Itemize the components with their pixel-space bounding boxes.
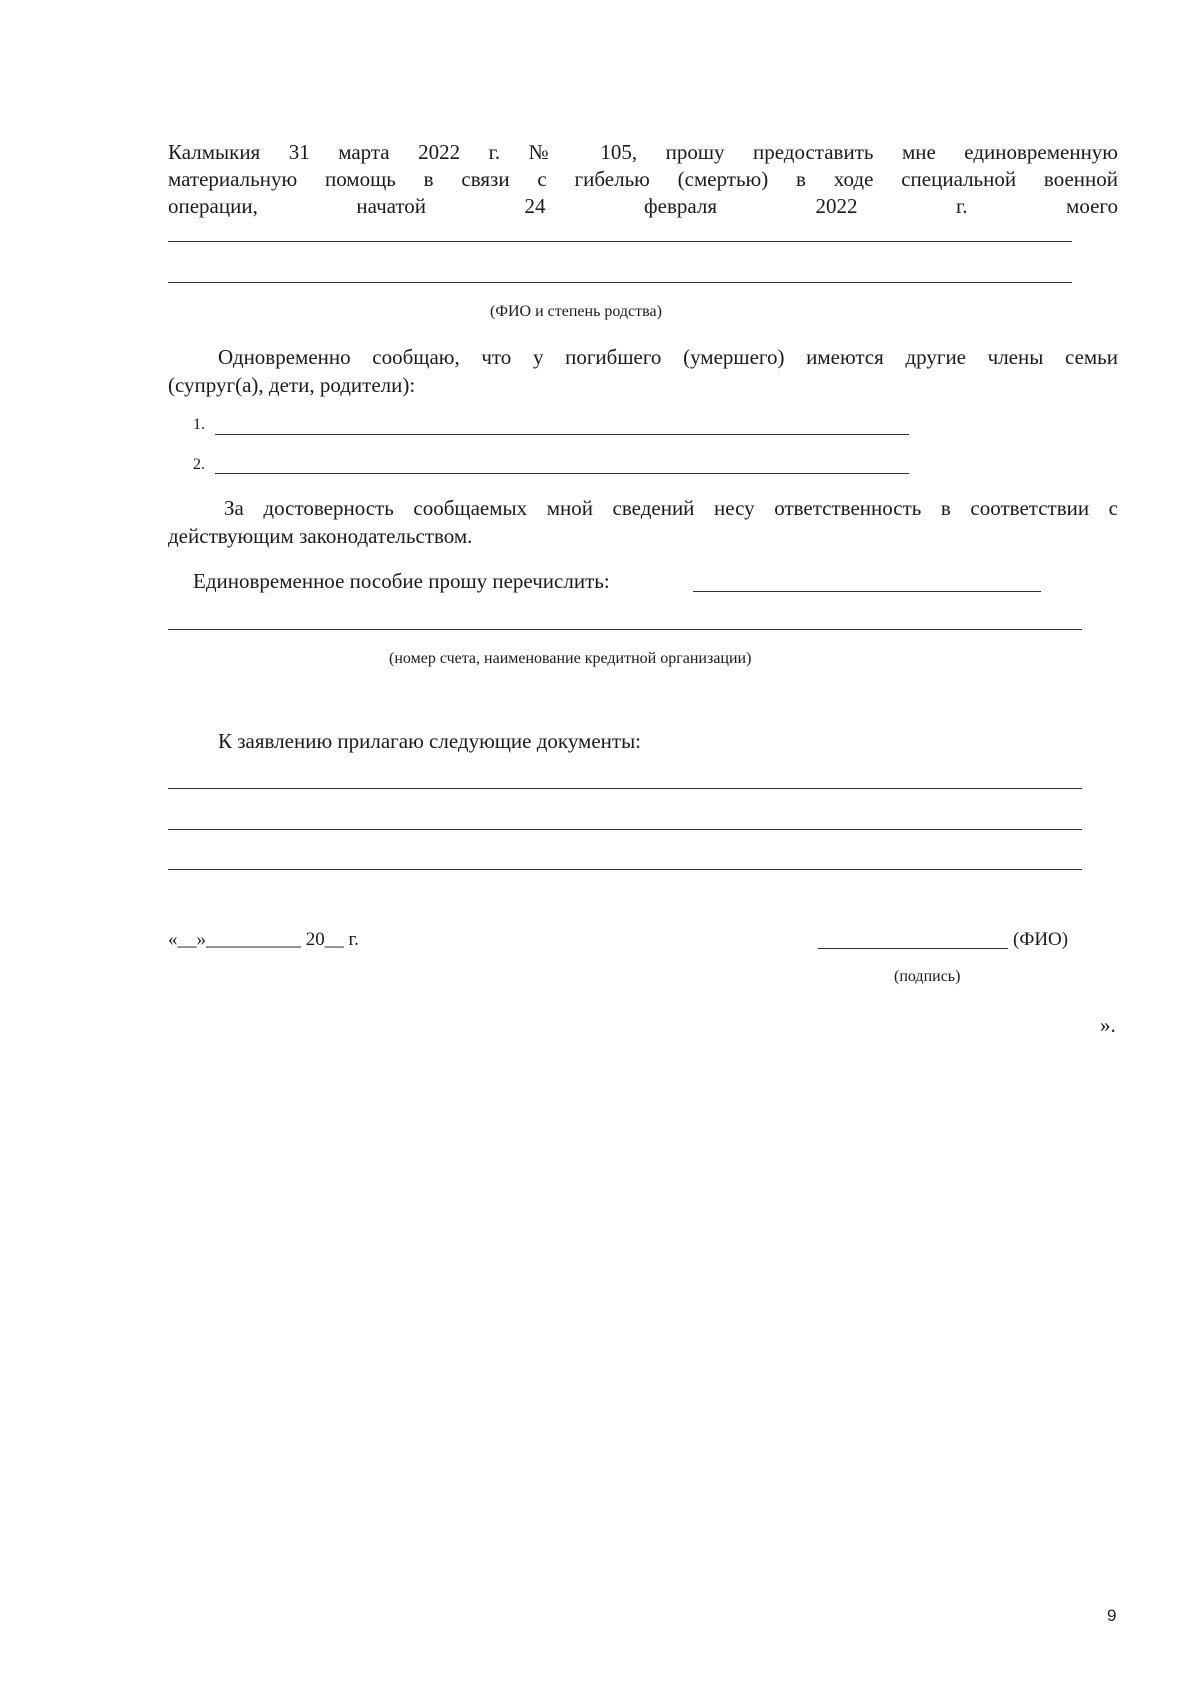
signature-caption: (подпись) <box>894 968 961 985</box>
relative-fio-line-1[interactable] <box>168 241 1072 242</box>
relation-caption: (ФИО и степень родства) <box>490 303 662 320</box>
account-caption: (номер счета, наименование кредитной организации) <box>389 650 752 667</box>
intro-paragraph <box>168 139 1118 220</box>
family-item-1-line[interactable] <box>215 434 909 435</box>
intro-line-2: материальную помощь в связи с гибелью (смертью) в ходе специальной военной <box>168 167 1118 191</box>
responsibility-line-2: действующим законодательством. <box>168 524 473 548</box>
closing-quote: ». <box>1100 1013 1116 1037</box>
family-item-1-number: 1. <box>193 416 205 433</box>
family-item-2-line[interactable] <box>215 473 909 474</box>
family-paragraph-line-2: (супруг(а), дети, родители): <box>168 373 416 397</box>
intro-line-1: Калмыкия 31 марта 2022 г. № 105, прошу предоставить мне единовременную <box>168 140 1118 164</box>
date-line[interactable]: «__»__________ 20__ г. <box>168 929 359 950</box>
intro-line-3: операции, начатой 24 февраля 2022 г. моего <box>168 194 1118 218</box>
fio-label: (ФИО) <box>1013 929 1069 950</box>
attachment-line-1[interactable] <box>168 788 1082 789</box>
attachments-label: К заявлению прилагаю следующие документы: <box>218 729 642 753</box>
transfer-input-line[interactable] <box>693 591 1041 592</box>
family-item-2-number: 2. <box>193 456 205 473</box>
account-line[interactable] <box>168 629 1082 630</box>
attachment-line-3[interactable] <box>168 869 1082 870</box>
responsibility-line-1: За достоверность сообщаемых мной сведений несу ответственность в соответствии с <box>224 496 1118 520</box>
signature-line[interactable] <box>818 948 1008 949</box>
relative-fio-line-2[interactable] <box>168 282 1072 283</box>
attachment-line-2[interactable] <box>168 829 1082 830</box>
family-paragraph-line-1: Одновременно сообщаю, что у погибшего (умершего) имеются другие члены семьи <box>218 345 1118 369</box>
page-number: 9 <box>1107 1606 1117 1625</box>
transfer-label: Единовременное пособие прошу перечислить: <box>193 569 610 593</box>
